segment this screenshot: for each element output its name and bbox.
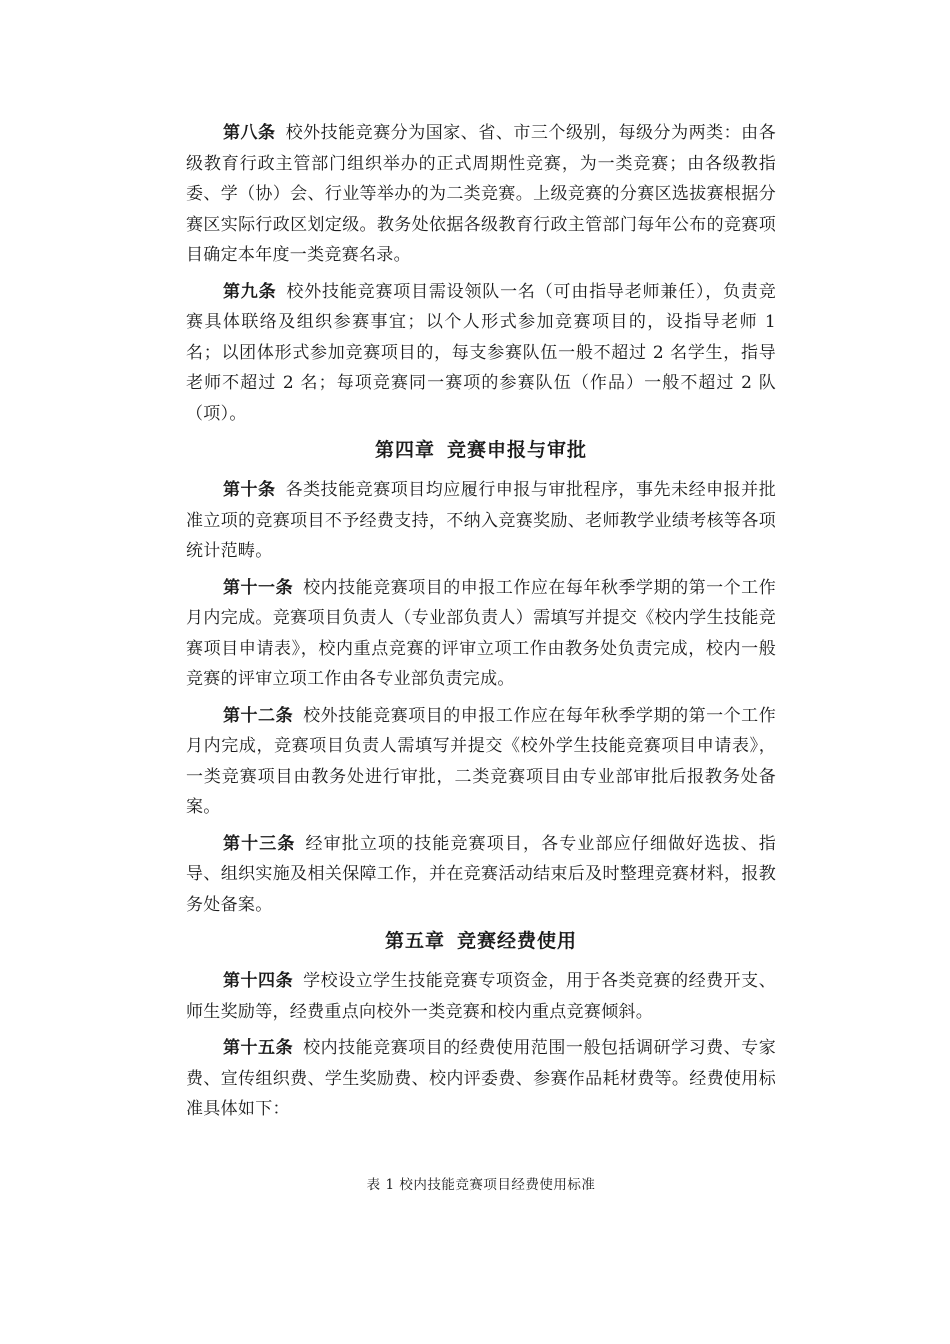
- article-10: [186, 475, 776, 567]
- article-text: 各类技能竞赛项目均应履行申报与审批程序，事先未经申报并批准立项的竞赛项目不予经费支持，不纳入竞赛奖励、老师教学业绩考核等各项统计范畴。: [186, 480, 776, 561]
- table-caption: 表 1 校内技能竞赛项目经费使用标准: [366, 1176, 596, 1193]
- chapter-title: 竞赛申报与审批: [447, 439, 588, 461]
- article-8: [186, 118, 776, 271]
- article-12: [186, 701, 776, 823]
- article-13: [186, 829, 776, 921]
- chapter-number: 第五章: [384, 930, 445, 952]
- article-text: 校外技能竞赛项目需设领队一名（可由指导老师兼任），负责竞赛具体联络及组织参赛事宜；以个人形式参加竞赛项目的，设指导老师 1 名；以团体形式参加竞赛项目的，每支参赛队伍一般不超过 2 名学生，指导老师不超过 2 名；每项竞赛同一赛项的参赛队伍（作品）一般不超过 2 队（项）。: [186, 281, 776, 424]
- article-label: 第八条: [223, 123, 276, 143]
- article-label: 第九条: [223, 281, 277, 302]
- article-label: 第十三条: [223, 833, 296, 854]
- chapter-4-heading: [186, 435, 776, 465]
- article-text: 经审批立项的技能竞赛项目，各专业部应仔细做好选拔、指导、组织实施及相关保障工作，并在竞赛活动结束后及时整理竞赛材料，报教务处备案。: [186, 833, 776, 915]
- article-label: 第十五条: [223, 1038, 294, 1058]
- article-label: 第十一条: [223, 577, 294, 598]
- article-14: [186, 966, 776, 1027]
- article-9: [186, 277, 776, 430]
- chapter-5-heading: [186, 926, 776, 956]
- article-label: 第十条: [223, 480, 276, 500]
- article-label: 第十四条: [223, 971, 294, 991]
- chapter-number: 第四章: [374, 439, 435, 461]
- article-text: 校内技能竞赛项目的申报工作应在每年秋季学期的第一个工作月内完成。竞赛项目负责人（专业部负责人）需填写并提交《校内学生技能竞赛项目申请表》，校内重点竞赛的评审立项工作由教务处负责完成，校内一般竞赛的评审立项工作由各专业部负责完成。: [186, 577, 776, 689]
- article-11: [186, 573, 776, 695]
- article-text: 学校设立学生技能竞赛专项资金，用于各类竞赛的经费开支、师生奖励等，经费重点向校外一类竞赛和校内重点竞赛倾斜。: [186, 971, 776, 1022]
- article-15: [186, 1033, 776, 1125]
- article-text: 校外技能竞赛项目的申报工作应在每年秋季学期的第一个工作月内完成，竞赛项目负责人需填写并提交《校外学生技能竞赛项目申请表》，一类竞赛项目由教务处进行审批，二类竞赛项目由专业部审批后报教务处备案。: [186, 705, 776, 817]
- chapter-title: 竞赛经费使用: [457, 930, 578, 952]
- article-label: 第十二条: [223, 705, 294, 726]
- article-text: 校内技能竞赛项目的经费使用范围一般包括调研学习费、专家费、宣传组织费、学生奖励费、校内评委费、参赛作品耗材费等。经费使用标准具体如下：: [186, 1038, 776, 1119]
- document-page: [186, 118, 776, 1193]
- article-text: 校外技能竞赛分为国家、省、市三个级别，每级分为两类：由各级教育行政主管部门组织举办的正式周期性竞赛，为一类竞赛；由各级教指委、学（协）会、行业等举办的为二类竞赛。上级竞赛的分赛区选拔赛根据分赛区实际行政区划定级。教务处依据各级教育行政主管部门每年公布的竞赛项目确定本年度一类竞赛名录。: [186, 123, 776, 265]
